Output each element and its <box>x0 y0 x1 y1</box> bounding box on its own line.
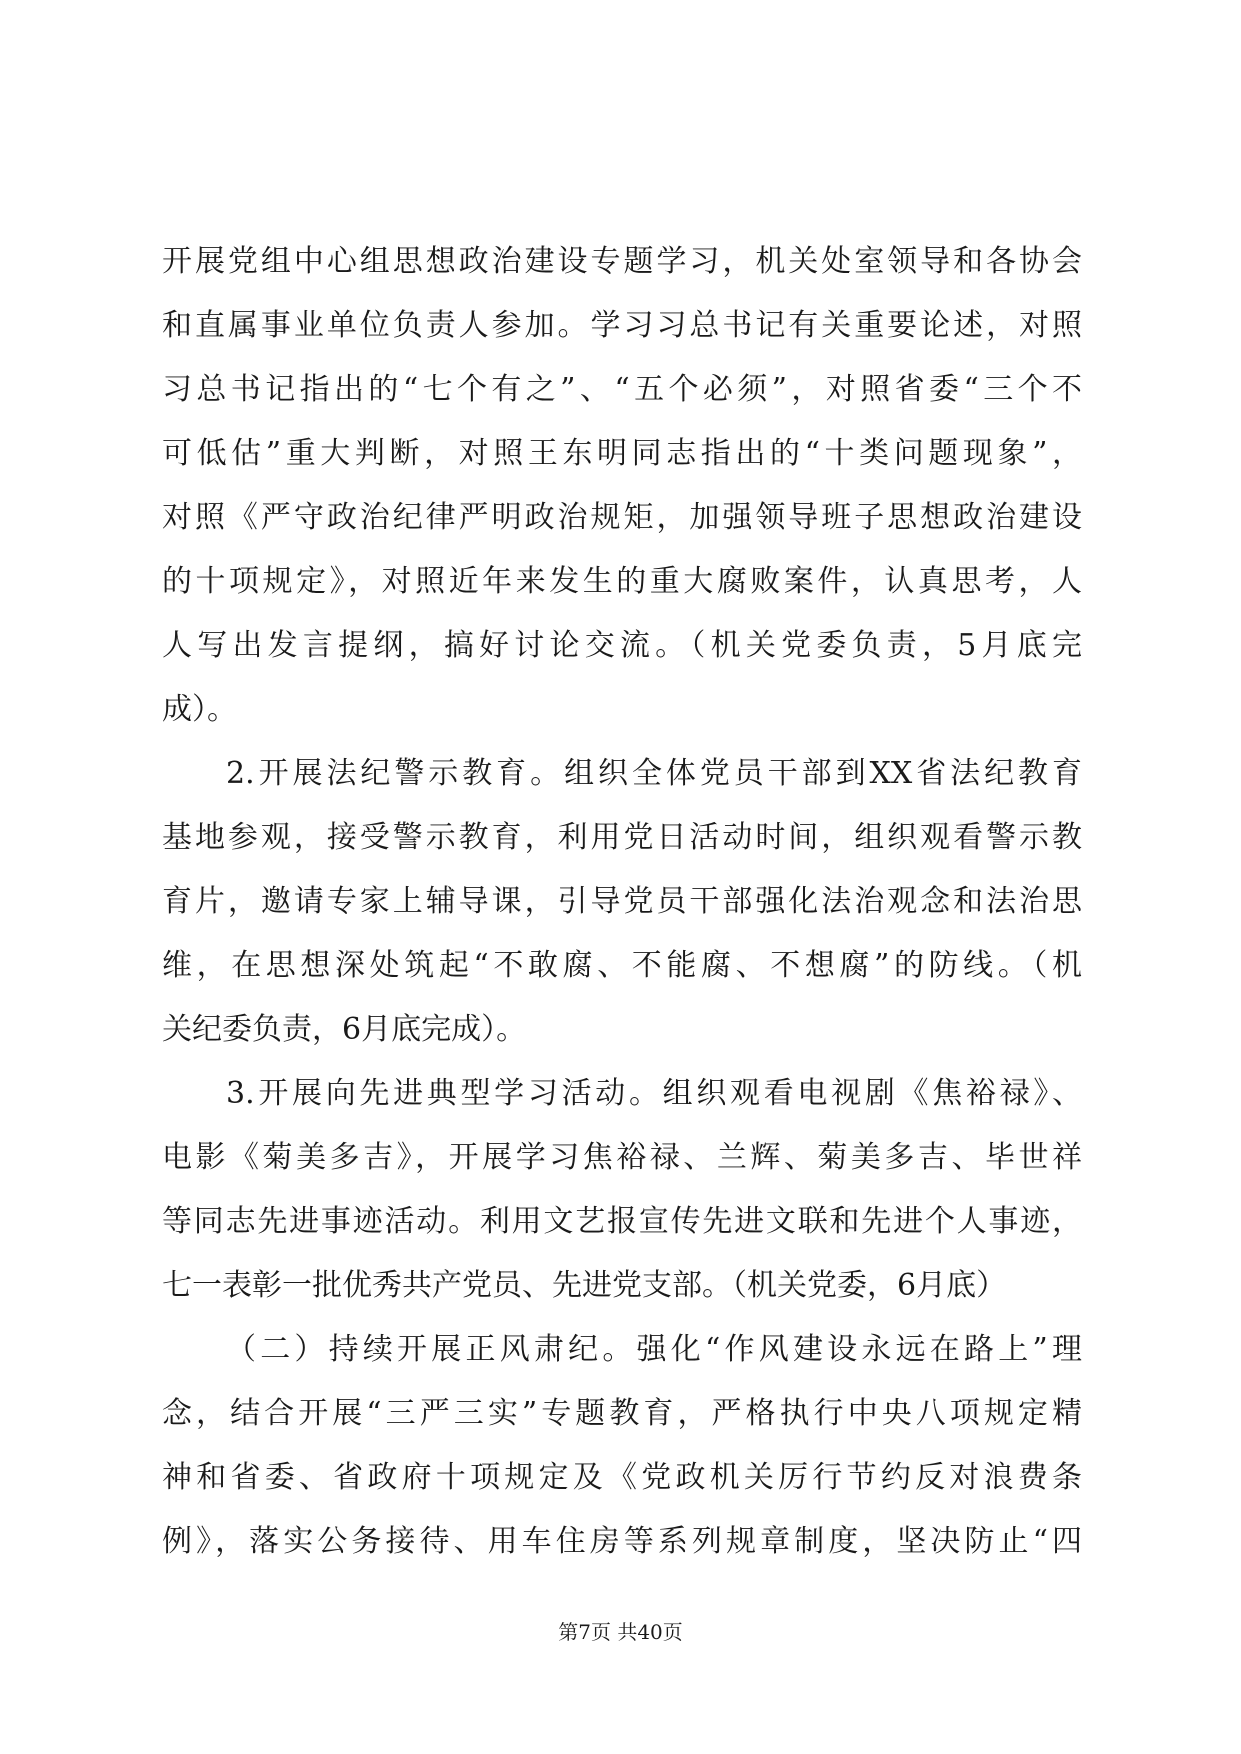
text-line: 的十项规定》，对照近年来发生的重大腐败案件，认真思考，人 <box>162 564 1082 599</box>
text-line: 习总书记指出的“七个有之”、“五个必须”，对照省委“三个不 <box>162 372 1082 407</box>
text-line: 基地参观，接受警示教育，利用党日活动时间，组织观看警示教 <box>162 820 1082 855</box>
text-line: 例》，落实公务接待、用车住房等系列规章制度，坚决防止“四 <box>162 1524 1082 1559</box>
page-footer: 第7页 共40页 <box>558 1620 683 1644</box>
text-line: （二）持续开展正风肃纪。强化“作风建设永远在路上”理 <box>226 1332 1082 1367</box>
text-line: 可低估”重大判断，对照王东明同志指出的“十类问题现象”， <box>162 436 1082 471</box>
text-line: 对照《严守政治纪律严明政治规矩，加强领导班子思想政治建设 <box>162 500 1082 535</box>
text-line: 人写出发言提纲，搞好讨论交流。（机关党委负责，5月底完 <box>162 628 1082 663</box>
text-line: 等同志先进事迹活动。利用文艺报宣传先进文联和先进个人事迹， <box>162 1204 1082 1239</box>
body-text <box>162 230 1082 1574</box>
text-line: 成）。 <box>162 692 237 727</box>
text-line: 关纪委负责，6月底完成）。 <box>162 1012 527 1047</box>
text-line: 神和省委、省政府十项规定及《党政机关厉行节约反对浪费条 <box>162 1460 1082 1495</box>
text-line: 2.开展法纪警示教育。组织全体党员干部到XX省法纪教育 <box>226 756 1082 791</box>
text-line: 念，结合开展“三严三实”专题教育，严格执行中央八项规定精 <box>162 1396 1082 1431</box>
text-line: 电影《菊美多吉》，开展学习焦裕禄、兰辉、菊美多吉、毕世祥 <box>162 1140 1082 1175</box>
text-line: 开展党组中心组思想政治建设专题学习，机关处室领导和各协会 <box>162 244 1082 279</box>
text-line: 3.开展向先进典型学习活动。组织观看电视剧《焦裕禄》、 <box>226 1076 1082 1111</box>
text-line: 和直属事业单位负责人参加。学习习总书记有关重要论述，对照 <box>162 308 1082 343</box>
text-line: 育片，邀请专家上辅导课，引导党员干部强化法治观念和法治思 <box>162 884 1082 919</box>
text-line: 七一表彰一批优秀共产党员、先进党支部。（机关党委，6月底） <box>162 1268 1007 1303</box>
text-line: 维，在思想深处筑起“不敢腐、不能腐、不想腐”的防线。（机 <box>162 948 1082 983</box>
